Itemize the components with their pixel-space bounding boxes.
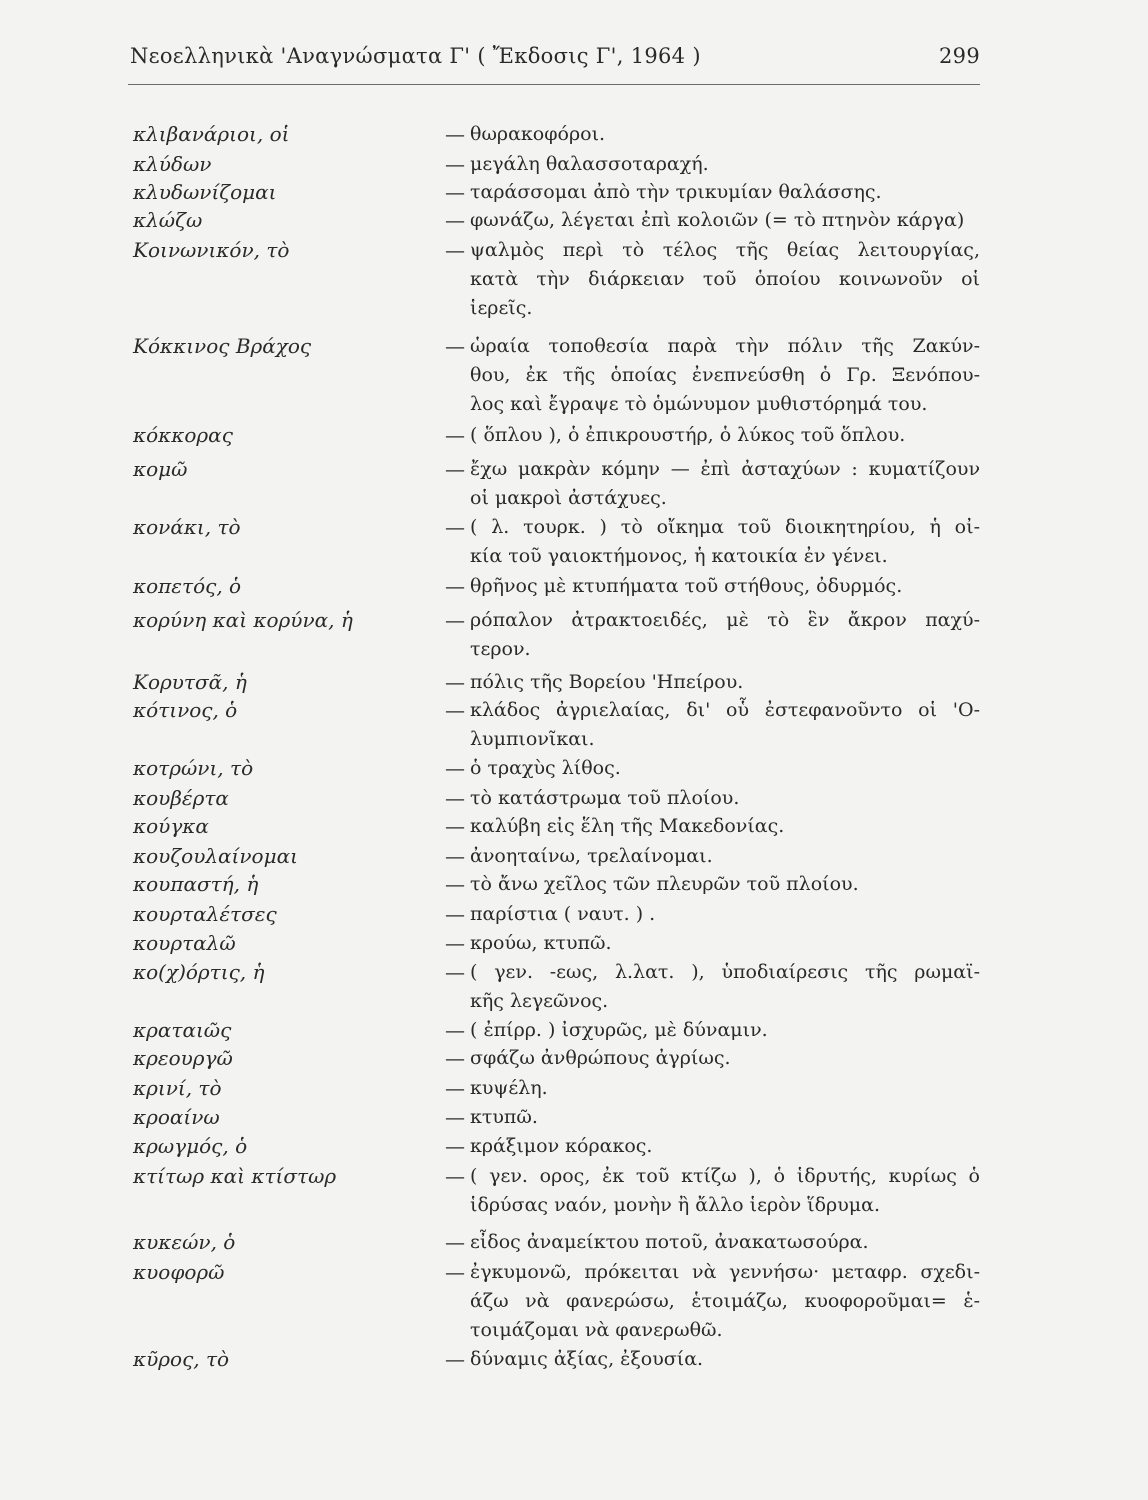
em-dash: — — [445, 814, 465, 838]
entry-definition-line: άζω νὰ φανερώσω, ἑτοιμάζω, κυοφοροῦμαι= ἑ- — [470, 1290, 980, 1312]
entry-term: κραταιῶς — [133, 1018, 232, 1042]
entry-term: κλώζω — [133, 208, 203, 232]
entry-definition-line: κρούω, κτυπῶ. — [470, 932, 612, 954]
entry-term: κυκεών, ὁ — [133, 1230, 236, 1254]
entry-definition-line: πόλις τῆς Βορείου 'Ηπείρου. — [470, 671, 744, 693]
entry-term: κορύνη καὶ κορύνα, ἡ — [133, 608, 353, 632]
entry-definition-line: ἔχω μακρὰν κόμην — ἐπὶ ἀσταχύων : κυματίζουν — [470, 458, 980, 480]
entry-definition-line: ὡραία τοποθεσία παρὰ τὴν πόλιν τῆς Ζακύν- — [470, 335, 980, 357]
entry-term: κυοφορῶ — [133, 1260, 225, 1284]
entry-definition-line: ( γεν. ορος, ἐκ τοῦ κτίζω ), ὁ ἱδρυτής, κυρίως ὁ — [470, 1165, 980, 1187]
entry-definition-line: κῆς λεγεῶνος. — [470, 990, 609, 1012]
em-dash: — — [445, 902, 465, 926]
em-dash: — — [445, 1260, 465, 1284]
entry-term: κρωγμός, ὁ — [133, 1134, 248, 1158]
entry-definition-line: κλάδος ἀγριελαίας, δι' οὗ ἐστεφανοῦντο οἱ 'Ο- — [470, 699, 980, 721]
entry-term: κόκκορας — [133, 423, 233, 447]
entry-term: κουζουλαίνομαι — [133, 844, 298, 868]
entry-term: κλιβανάριοι, οἱ — [133, 122, 290, 146]
entry-definition-line: κία τοῦ γαιοκτήμονος, ἡ κατοικία ἐν γένει. — [470, 545, 888, 567]
em-dash: — — [445, 208, 465, 232]
entry-definition-line: ( λ. τουρκ. ) τὸ οἴκημα τοῦ διοικητηρίου, ἡ οἰ- — [470, 516, 980, 538]
entry-term: κουπαστή, ἡ — [133, 872, 259, 896]
em-dash: — — [445, 457, 465, 481]
entry-definition-line: ταράσσομαι ἀπὸ τὴν τρικυμίαν θαλάσσης. — [470, 181, 882, 203]
entry-definition-line: κράξιμον κόρακος. — [470, 1135, 653, 1157]
em-dash: — — [445, 1105, 465, 1129]
entry-definition-line: λυμπιονῖκαι. — [470, 728, 595, 750]
entry-definition-line: ( γεν. -εως, λ.λατ. ), ὑποδιαίρεσις τῆς ρωμαϊ- — [470, 961, 980, 983]
em-dash: — — [445, 931, 465, 955]
entry-term: κοπετός, ὁ — [133, 574, 242, 598]
entry-definition-line: ( ὅπλου ), ὁ ἐπικρουστήρ, ὁ λύκος τοῦ ὅπλου. — [470, 424, 906, 446]
entry-term: κούγκα — [133, 814, 209, 838]
em-dash: — — [445, 844, 465, 868]
em-dash: — — [445, 1076, 465, 1100]
em-dash: — — [445, 1018, 465, 1042]
em-dash: — — [445, 238, 465, 262]
em-dash: — — [445, 180, 465, 204]
entry-definition-line: δύναμις ἀξίας, ἐξουσία. — [470, 1348, 704, 1370]
entry-definition-line: φωνάζω, λέγεται ἐπὶ κολοιῶν (= τὸ πτηνὸν κάργα) — [470, 209, 965, 231]
em-dash: — — [445, 1230, 465, 1254]
em-dash: — — [445, 423, 465, 447]
em-dash: — — [445, 698, 465, 722]
em-dash: — — [445, 1046, 465, 1070]
entry-term: κουρταλῶ — [133, 931, 236, 955]
em-dash: — — [445, 608, 465, 632]
em-dash: — — [445, 786, 465, 810]
em-dash: — — [445, 756, 465, 780]
entry-definition-line: ( ἐπίρρ. ) ἰσχυρῶς, μὲ δύναμιν. — [470, 1019, 768, 1041]
entry-term: κρεουργῶ — [133, 1046, 233, 1070]
entry-definition-line: ρόπαλον ἀτρακτοειδές, μὲ τὸ ἓν ἄκρον παχύ- — [470, 609, 980, 631]
entry-term: κρινί, τὸ — [133, 1076, 222, 1100]
entry-definition-line: ψαλμὸς περὶ τὸ τέλος τῆς θείας λειτουργίας, — [470, 239, 980, 261]
entry-definition-line: κατὰ τὴν διάρκειαν τοῦ ὁποίου κοινωνοῦν οἱ — [470, 268, 980, 290]
em-dash: — — [445, 960, 465, 984]
entry-term: κτίτωρ καὶ κτίστωρ — [133, 1164, 337, 1188]
entry-term: κλυδωνίζομαι — [133, 180, 277, 204]
entry-term: Κορυτσᾶ, ἡ — [133, 670, 247, 694]
entry-definition-line: παρίστια ( ναυτ. ) . — [470, 903, 656, 925]
entry-definition-line: ἱδρύσας ναόν, μονὴν ἢ ἄλλο ἱερὸν ἵδρυμα. — [470, 1194, 880, 1216]
entry-definition-line: τερον. — [470, 638, 531, 660]
entry-definition-line: ἱερεῖς. — [470, 297, 533, 319]
em-dash: — — [445, 152, 465, 176]
entry-definition-line: κτυπῶ. — [470, 1106, 538, 1128]
entry-term: κότινος, ὁ — [133, 698, 238, 722]
em-dash: — — [445, 1134, 465, 1158]
entry-definition-line: ὁ τραχὺς λίθος. — [470, 757, 621, 779]
em-dash: — — [445, 574, 465, 598]
entry-term: κομῶ — [133, 457, 188, 481]
entry-term: Κοινωνικόν, τὸ — [133, 238, 290, 262]
entry-definition-line: κυψέλη. — [470, 1077, 548, 1099]
entry-term: κουρταλέτσες — [133, 902, 277, 926]
entry-term: κο(χ)όρτις, ἡ — [133, 960, 265, 984]
entry-definition-line: σφάζω ἀνθρώπους ἀγρίως. — [470, 1047, 731, 1069]
entry-definition-line: ἐγκυμονῶ, πρόκειται νὰ γεννήσω· μεταφρ. σχεδι- — [470, 1261, 980, 1283]
entry-definition-line: θωρακοφόροι. — [470, 123, 606, 145]
entry-term: κονάκι, τὸ — [133, 515, 241, 539]
entry-definition-line: οἱ μακροὶ ἀστάχυες. — [470, 487, 667, 509]
running-title: Νεοελληνικὰ 'Αναγνώσματα Γ' ( Ἔκδοσις Γ', 1964 ) — [130, 44, 701, 68]
entry-definition-line: μεγάλη θαλασσοταραχή. — [470, 153, 709, 175]
entry-term: κροαίνω — [133, 1105, 220, 1129]
entry-term: κουβέρτα — [133, 786, 229, 810]
em-dash: — — [445, 1164, 465, 1188]
em-dash: — — [445, 515, 465, 539]
em-dash: — — [445, 670, 465, 694]
entry-term: κῦρος, τὸ — [133, 1347, 230, 1371]
em-dash: — — [445, 122, 465, 146]
em-dash: — — [445, 334, 465, 358]
entry-definition-line: τὸ κατάστρωμα τοῦ πλοίου. — [470, 787, 740, 809]
em-dash: — — [445, 872, 465, 896]
entry-definition-line: εἶδος ἀναμείκτου ποτοῦ, ἀνακατωσούρα. — [470, 1231, 869, 1253]
entry-term: κλύδων — [133, 152, 212, 176]
entry-definition-line: καλύβη εἰς ἕλη τῆς Μακεδονίας. — [470, 815, 785, 837]
page-number: 299 — [939, 44, 980, 68]
entry-definition-line: θρῆνος μὲ κτυπήματα τοῦ στήθους, ὀδυρμός. — [470, 575, 903, 597]
entry-definition-line: ἀνοηταίνω, τρελαίνομαι. — [470, 845, 713, 867]
em-dash: — — [445, 1347, 465, 1371]
entry-term: κοτρώνι, τὸ — [133, 756, 254, 780]
entry-definition-line: τοιμάζομαι νὰ φανερωθῶ. — [470, 1319, 723, 1341]
entry-definition-line: θου, ἐκ τῆς ὁποίας ἐνεπνεύσθη ὁ Γρ. Ξενόπου- — [470, 364, 980, 386]
entry-definition-line: τὸ ἄνω χεῖλος τῶν πλευρῶν τοῦ πλοίου. — [470, 873, 859, 895]
entry-term: Κόκκινος Βράχος — [133, 334, 312, 358]
entry-definition-line: λος καὶ ἔγραψε τὸ ὁμώνυμον μυθιστόρημά του. — [470, 393, 928, 415]
